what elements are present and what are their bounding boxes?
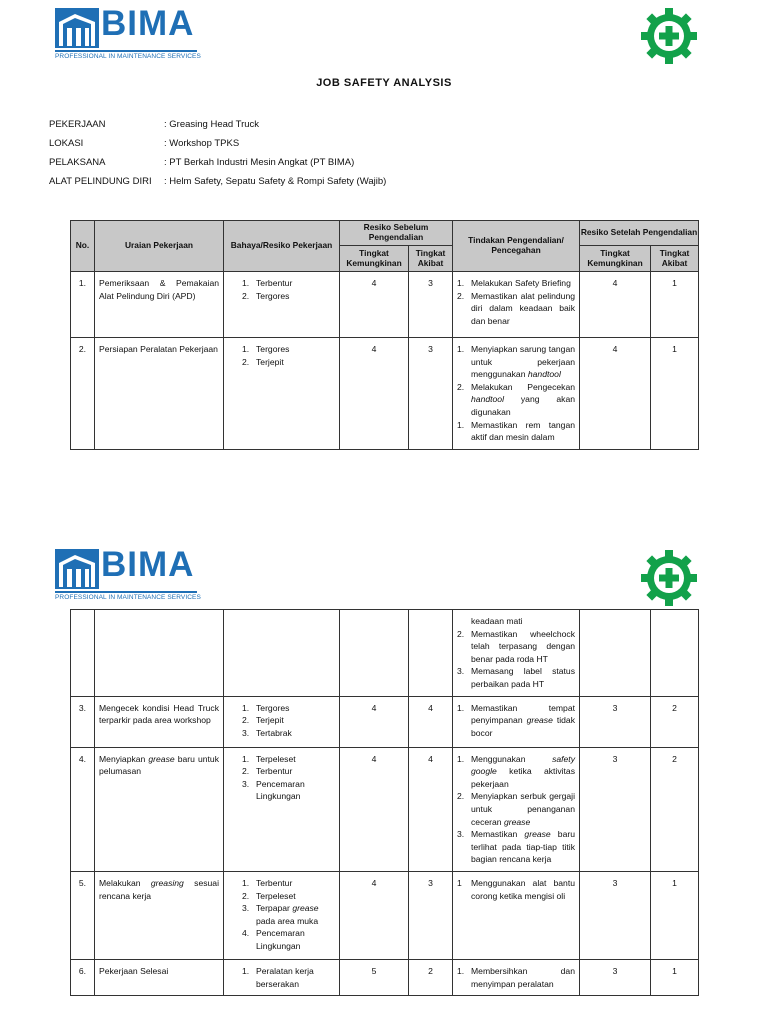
row-bahaya-cell: [224, 960, 339, 995]
list-item: [457, 419, 575, 444]
header-no: No.: [71, 221, 95, 272]
row-akibat-after: 2: [672, 753, 677, 764]
list-item: [242, 778, 335, 803]
row-number: 1.: [78, 278, 87, 288]
row-tindakan-list: [457, 965, 575, 990]
list-item: [242, 753, 335, 766]
row-kemungkinan-after: 4: [612, 278, 618, 288]
list-item: [242, 290, 335, 303]
header-resiko-sebelum: Resiko Sebelum Pengendalian: [340, 221, 453, 246]
table-row: [71, 871, 699, 959]
table-row: [71, 747, 699, 871]
item-number: 1.: [457, 753, 465, 764]
list-item: [242, 927, 335, 952]
document-title: JOB SAFETY ANALYSIS: [316, 77, 452, 89]
list-item: [457, 702, 575, 740]
item-text: Terbentur: [256, 278, 293, 288]
item-text: Menyiapkan sarung tangan untuk pekerjaan menggunakan handtool: [471, 344, 576, 380]
row-bahaya-cell: [224, 272, 339, 307]
item-number: 2.: [242, 890, 250, 901]
row-bahaya-list: [242, 965, 335, 990]
row-akibat-before: 3: [428, 344, 433, 354]
table-row: [71, 959, 699, 995]
list-item: [242, 714, 335, 727]
row-tindakan-list: [457, 702, 575, 740]
info-label-lokasi: LOKASI: [49, 138, 84, 149]
item-number: 1.: [242, 753, 250, 764]
item-text: Terjepit: [256, 356, 284, 367]
brand-tagline: PROFESSIONAL IN MAINTENANCE SERVICES: [55, 53, 201, 60]
row-number: 5.: [78, 877, 87, 888]
item-number: 3.: [242, 778, 250, 789]
row-kemungkinan-after: [580, 610, 650, 620]
info-value-lokasi: : Workshop TPKS: [164, 138, 240, 149]
info-value-apd: : Helm Safety, Sepatu Safety & Rompi Safety (Wajib): [164, 176, 387, 187]
item-text: Tergores: [256, 344, 290, 354]
row-bahaya-list: [242, 343, 335, 368]
item-number: 2.: [457, 628, 465, 639]
green-cross-gear-icon: [639, 6, 699, 66]
item-text: Menggunakan alat bantu corong ketika mengisi oli: [471, 877, 575, 901]
list-item: [457, 277, 575, 290]
table-body-page-1: [71, 272, 699, 450]
row-uraian: Pekerjaan Selesai: [99, 965, 169, 976]
item-number: 1.: [242, 877, 250, 888]
row-kemungkinan-before: 5: [371, 965, 377, 976]
row-kemungkinan-after: 4: [612, 344, 618, 354]
item-number: 1.: [242, 278, 250, 288]
row-bahaya-cell: [224, 872, 339, 958]
header-tindakan: Tindakan Pengendalian/ Pencegahan: [453, 221, 580, 272]
row-akibat-after: [651, 610, 698, 620]
list-item: [457, 753, 575, 791]
item-number: 3.: [242, 903, 250, 914]
row-number: 6.: [78, 965, 87, 976]
item-number: 4.: [242, 928, 250, 939]
info-label-pelaksana: PELAKSANA: [49, 157, 106, 168]
item-text: Peralatan kerja berserakan: [256, 965, 314, 989]
row-uraian: Menyiapkan grease baru untuk pelumasan: [99, 753, 219, 777]
row-uraian: Mengecek kondisi Head Truck terparkir pada area workshop: [99, 702, 219, 726]
list-item: [457, 628, 575, 666]
item-text: Menyiapkan serbuk gergaji untuk penanganan ceceran grease: [471, 791, 575, 827]
list-item: [242, 277, 335, 290]
item-number: 2.: [242, 766, 250, 777]
row-bahaya-cell: [224, 748, 339, 808]
bima-building-icon: [55, 549, 99, 589]
row-tindakan-cell: [453, 960, 579, 995]
bima-logo-page-2: [55, 545, 201, 601]
row-kemungkinan-before: 4: [371, 344, 377, 354]
row-number: 3.: [78, 702, 87, 713]
table-body-page-2: [71, 610, 699, 996]
row-akibat-after: 2: [672, 702, 677, 713]
row-number: 4.: [78, 753, 87, 764]
list-item: [242, 877, 335, 890]
brand-name: BIMA: [101, 4, 195, 43]
item-number: 3.: [457, 666, 465, 677]
list-item: [457, 665, 575, 690]
row-uraian: [95, 610, 223, 620]
row-bahaya-cell: [224, 610, 339, 620]
list-item: [242, 890, 335, 903]
header-akibat-before: Tingkat Akibat: [409, 246, 453, 272]
item-text: Memasang label status perbaikan pada HT: [471, 666, 575, 689]
table-row: [71, 272, 699, 338]
item-text: Memastikan tempat penyimpanan grease tidak bocor: [471, 702, 575, 738]
item-text: Memastikan wheelchock telah terpasang dengan benar pada roda HT: [471, 628, 575, 664]
table-row: [71, 610, 699, 697]
row-uraian: Persiapan Peralatan Pekerjaan: [99, 344, 218, 354]
brand-rule: [55, 591, 197, 593]
item-text: keadaan mati: [471, 616, 523, 626]
row-akibat-after: 1: [672, 965, 677, 976]
info-label-pekerjaan: PEKERJAAN: [49, 119, 106, 130]
item-text: Terjepit: [256, 715, 284, 726]
row-akibat-before: [409, 610, 452, 620]
row-tindakan-list: [457, 277, 575, 327]
item-number: 1.: [457, 965, 465, 976]
row-tindakan-cell: [453, 272, 579, 332]
row-tindakan-list: [457, 615, 575, 691]
info-value-pekerjaan: : Greasing Head Truck: [164, 119, 260, 130]
row-number: 2.: [78, 344, 87, 354]
table-row: [71, 338, 699, 450]
row-kemungkinan-after: 3: [612, 702, 618, 713]
list-item: [242, 356, 335, 369]
item-text: Memastikan grease baru terlihat pada tiap-tiap titik bagian rencana kerja: [471, 829, 575, 865]
info-label-apd: ALAT PELINDUNG DIRI: [49, 176, 152, 187]
row-tindakan-cell: [453, 697, 579, 745]
header-kemungkinan-after: Tingkat Kemungkinan: [580, 246, 651, 272]
item-number: 2.: [242, 356, 250, 367]
row-uraian: Pemeriksaan & Pemakaian Alat Pelindung Diri (APD): [99, 278, 219, 301]
item-number: 2.: [457, 381, 465, 392]
item-text: Melakukan Safety Briefing: [471, 278, 571, 288]
green-cross-gear-icon: [639, 548, 699, 608]
list-item: [242, 702, 335, 715]
list-item: [242, 902, 335, 927]
row-akibat-before: 4: [428, 753, 433, 764]
row-uraian: Melakukan greasing sesuai rencana kerja: [99, 877, 219, 901]
list-item: [457, 828, 575, 866]
item-number: [457, 615, 471, 628]
bima-logo: [55, 4, 201, 60]
item-number: 1.: [457, 344, 465, 354]
header-bahaya: Bahaya/Resiko Pekerjaan: [224, 221, 340, 272]
brand-rule: [55, 50, 197, 52]
row-tindakan-cell: [453, 338, 579, 449]
list-item: [242, 343, 335, 356]
item-text: Pencemaran Lingkungan: [256, 778, 305, 802]
item-number: 2.: [457, 791, 465, 802]
item-number: 3.: [242, 727, 250, 738]
jsa-table-page-1: [70, 220, 699, 450]
row-tindakan-list: [457, 877, 575, 902]
item-text: Tergores: [256, 702, 290, 713]
item-text: Tergores: [256, 290, 290, 301]
item-number: 1.: [242, 344, 250, 354]
row-tindakan-list: [457, 753, 575, 866]
item-number: 2.: [242, 715, 250, 726]
row-bahaya-list: [242, 877, 335, 953]
row-akibat-after: 1: [672, 278, 677, 288]
item-text: Memastikan rem tangan aktif dan mesin dalam: [471, 419, 576, 443]
row-kemungkinan-before: [340, 610, 408, 620]
item-text: Terpeleset: [256, 753, 296, 764]
row-kemungkinan-before: 4: [371, 877, 377, 888]
row-akibat-before: 3: [428, 877, 433, 888]
header-kemungkinan-before: Tingkat Kemungkinan: [340, 246, 409, 272]
list-item: [457, 290, 575, 328]
header-akibat-after: Tingkat Akibat: [651, 246, 699, 272]
jsa-table-page-2: [70, 609, 699, 996]
row-tindakan-list: [457, 343, 575, 444]
header-resiko-setelah: Resiko Setelah Pengendalian: [580, 221, 699, 246]
row-bahaya-cell: [224, 338, 339, 373]
row-kemungkinan-after: 3: [612, 965, 618, 976]
item-number: 1.: [242, 965, 250, 976]
row-bahaya-list: [242, 702, 335, 740]
row-tindakan-cell: [453, 748, 579, 871]
row-tindakan-cell: [453, 872, 579, 907]
row-tindakan-cell: [453, 610, 579, 696]
item-number: 2.: [457, 290, 465, 301]
row-akibat-before: 3: [428, 278, 433, 288]
item-text: Pencemaran Lingkungan: [256, 928, 305, 951]
row-akibat-before: 4: [428, 702, 433, 713]
list-item: [457, 877, 575, 902]
list-item: [457, 790, 575, 828]
brand-name: BIMA: [101, 545, 195, 584]
row-bahaya-cell: [224, 697, 339, 745]
bima-building-icon: [55, 8, 99, 48]
row-bahaya-list: [242, 753, 335, 803]
list-item: [457, 965, 575, 990]
row-kemungkinan-before: 4: [371, 278, 377, 288]
row-kemungkinan-before: 4: [371, 702, 377, 713]
list-item: [242, 965, 335, 990]
list-item: [242, 765, 335, 778]
info-value-pelaksana: : PT Berkah Industri Mesin Angkat (PT BIMA): [164, 157, 355, 168]
item-number: 2.: [242, 290, 250, 301]
list-item: [457, 343, 575, 381]
item-number: 1.: [457, 419, 465, 430]
item-number: 1: [457, 877, 462, 888]
item-text: Tertabrak: [256, 727, 292, 738]
row-akibat-before: 2: [428, 965, 433, 976]
item-text: Menggunakan safety google ketika aktivitas pekerjaan: [471, 753, 575, 789]
list-item: [457, 381, 575, 419]
header-uraian: Uraian Pekerjaan: [95, 221, 224, 272]
item-text: Terpeleset: [256, 890, 296, 901]
list-item: [242, 727, 335, 740]
row-kemungkinan-after: 3: [612, 753, 618, 764]
item-text: Terbentur: [256, 766, 293, 777]
item-text: Membersihkan dan menyimpan peralatan: [471, 965, 575, 989]
list-item: [457, 615, 575, 628]
item-text: Terpapar grease pada area muka: [256, 903, 319, 926]
item-text: Memastikan alat pelindung diri dalam keadaan baik dan benar: [471, 290, 576, 326]
item-number: 3.: [457, 829, 465, 840]
table-row: [71, 696, 699, 747]
row-akibat-after: 1: [672, 877, 677, 888]
item-text: Terbentur: [256, 877, 293, 888]
item-number: 1.: [457, 702, 465, 713]
row-kemungkinan-after: 3: [612, 877, 618, 888]
row-akibat-after: 1: [672, 344, 677, 354]
row-kemungkinan-before: 4: [371, 753, 377, 764]
brand-tagline: PROFESSIONAL IN MAINTENANCE SERVICES: [55, 594, 201, 601]
row-bahaya-list: [242, 277, 335, 302]
row-number: [71, 610, 94, 620]
item-text: Melakukan Pengecekan handtool yang akan digunakan: [471, 381, 576, 417]
item-number: 1.: [457, 278, 465, 288]
item-number: 1.: [242, 702, 250, 713]
